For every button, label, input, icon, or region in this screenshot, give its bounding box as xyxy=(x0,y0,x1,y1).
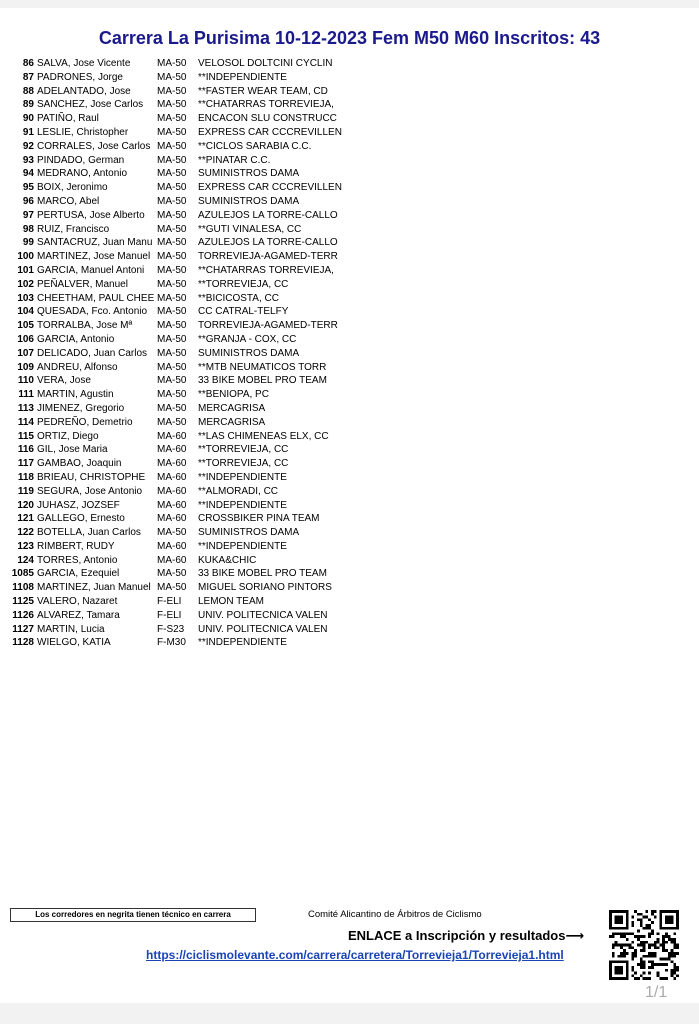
entry-name: BRIEAU, CHRISTOPHE xyxy=(37,471,146,483)
entry-team: EXPRESS CAR CCCREVILLEN xyxy=(198,182,342,194)
entry-category: MA-50 xyxy=(157,182,187,194)
entry-category: MA-50 xyxy=(157,99,187,111)
entry-name: SALVA, Jose Vicente xyxy=(37,58,131,69)
entry-name: JUHASZ, JOZSEF xyxy=(37,499,120,511)
entry-team: 33 BIKE MOBEL PRO TEAM xyxy=(198,568,327,580)
entry-team: AZULEJOS LA TORRE-CALLO xyxy=(198,237,338,249)
entry-category: MA-60 xyxy=(157,499,187,511)
entry-name: PEDREÑO, Demetrio xyxy=(37,416,133,428)
entry-team: MERCAGRISA xyxy=(198,416,266,428)
entry-dorsal: 1127 xyxy=(12,623,34,635)
entry-category: MA-50 xyxy=(157,237,187,249)
entry-dorsal: 94 xyxy=(22,168,34,180)
entry-team: MERCAGRISA xyxy=(198,402,266,414)
entry-dorsal: 97 xyxy=(22,209,34,221)
entry-row xyxy=(8,581,348,595)
entry-row xyxy=(8,154,348,168)
entry-category: MA-50 xyxy=(157,264,187,276)
entry-category: MA-50 xyxy=(157,223,187,235)
entry-category: MA-50 xyxy=(157,292,187,304)
entry-team: **CICLOS SARABIA C.C. xyxy=(198,140,312,152)
entry-dorsal: 87 xyxy=(22,71,34,83)
entry-team: **CHATARRAS TORREVIEJA, xyxy=(198,264,334,276)
entry-row xyxy=(8,374,348,388)
entry-team: 33 BIKE MOBEL PRO TEAM xyxy=(198,375,327,387)
entry-row xyxy=(8,347,348,361)
entry-row xyxy=(8,499,348,513)
entry-category: MA-50 xyxy=(157,140,187,152)
entry-category: MA-50 xyxy=(157,320,187,332)
entry-row xyxy=(8,292,348,306)
entry-category: MA-60 xyxy=(157,540,187,552)
entry-name: MARCO, Abel xyxy=(37,195,100,207)
entry-name: PATIÑO, Raul xyxy=(37,113,99,125)
entry-dorsal: 101 xyxy=(17,264,34,276)
entry-category: MA-50 xyxy=(157,361,187,373)
entry-category: MA-50 xyxy=(157,416,187,428)
entry-team: **BENIOPA, PC xyxy=(198,389,269,401)
entry-dorsal: 86 xyxy=(22,58,34,69)
entry-name: PINDADO, German xyxy=(37,154,125,166)
entry-name: VERA, Jose xyxy=(37,375,91,387)
entry-name: GARCIA, Ezequiel xyxy=(37,568,120,580)
top-bar xyxy=(0,0,699,8)
entry-team: **BICICOSTA, CC xyxy=(198,292,279,304)
entry-row xyxy=(8,250,348,264)
entry-category: MA-50 xyxy=(157,333,187,345)
entry-category: MA-50 xyxy=(157,568,187,580)
entry-name: ANDREU, Alfonso xyxy=(37,361,118,373)
page-title: Carrera La Purisima 10-12-2023 Fem M50 M60 Inscritos: 43 xyxy=(98,28,601,48)
entry-category: MA-60 xyxy=(157,513,187,525)
entry-category: MA-50 xyxy=(157,154,187,166)
entry-name: BOIX, Jeronimo xyxy=(37,182,108,194)
entry-team: **MTB NEUMATICOS TORR xyxy=(198,361,327,373)
entry-name: BOTELLA, Juan Carlos xyxy=(37,527,141,539)
entry-row xyxy=(8,305,348,319)
entry-dorsal: 92 xyxy=(22,140,34,152)
entry-team: TORREVIEJA-AGAMED-TERR xyxy=(198,320,338,332)
entry-name: SANTACRUZ, Juan Manu xyxy=(37,237,153,249)
entry-name: WIELGO, KATIA xyxy=(37,637,111,649)
entry-name: JIMENEZ, Gregorio xyxy=(37,402,125,414)
entry-name: MEDRANO, Antonio xyxy=(37,168,128,180)
entry-name: ORTIZ, Diego xyxy=(37,430,99,442)
entry-name: SANCHEZ, Jose Carlos xyxy=(37,99,144,111)
entry-dorsal: 105 xyxy=(17,320,34,332)
entry-category: MA-50 xyxy=(157,347,187,359)
entry-team: SUMINISTROS DAMA xyxy=(198,347,300,359)
entry-team: AZULEJOS LA TORRE-CALLO xyxy=(198,209,338,221)
entry-row xyxy=(8,471,348,485)
entry-team: UNIV. POLITECNICA VALEN xyxy=(198,609,328,621)
entry-name: GIL, Jose Maria xyxy=(37,444,108,456)
entry-category: MA-50 xyxy=(157,58,187,69)
entry-row xyxy=(8,126,348,140)
entry-name: GARCIA, Manuel Antoni xyxy=(37,264,145,276)
entry-name: PEÑALVER, Manuel xyxy=(37,278,128,290)
entry-dorsal: 115 xyxy=(17,430,34,442)
entry-row xyxy=(8,361,348,375)
entry-name: MARTINEZ, Jose Manuel xyxy=(37,251,151,263)
entry-dorsal: 122 xyxy=(17,527,34,539)
entry-team: **TORREVIEJA, CC xyxy=(198,458,289,470)
entry-category: MA-50 xyxy=(157,389,187,401)
entry-category: F-ELI xyxy=(157,596,182,608)
entry-category: MA-50 xyxy=(157,582,187,594)
entry-dorsal: 117 xyxy=(17,458,34,470)
entry-team: **GRANJA - COX, CC xyxy=(198,333,297,345)
entry-row xyxy=(8,98,348,112)
entry-category: MA-60 xyxy=(157,554,187,566)
entry-row xyxy=(8,457,348,471)
entry-dorsal: 106 xyxy=(17,333,34,345)
entry-row xyxy=(8,540,348,554)
entry-name: LESLIE, Christopher xyxy=(37,126,129,138)
entry-dorsal: 111 xyxy=(18,389,34,401)
entry-dorsal: 95 xyxy=(22,182,34,194)
entry-dorsal: 91 xyxy=(22,126,34,138)
entry-name: VALERO, Nazaret xyxy=(37,596,118,608)
entry-row xyxy=(8,430,348,444)
entry-team: **TORREVIEJA, CC xyxy=(198,278,289,290)
entry-dorsal: 114 xyxy=(17,416,34,428)
entry-dorsal: 102 xyxy=(17,278,34,290)
entry-category: MA-50 xyxy=(157,113,187,125)
entry-dorsal: 98 xyxy=(22,223,34,235)
entry-category: F-ELI xyxy=(157,609,182,621)
entry-team: SUMINISTROS DAMA xyxy=(198,195,300,207)
footer-note: Los corredores en negrita tienen técnico en carrera xyxy=(10,908,256,922)
entry-dorsal: 116 xyxy=(17,444,34,456)
entry-team: VELOSOL DOLTCINI CYCLIN xyxy=(198,58,333,69)
entry-dorsal: 1126 xyxy=(12,609,34,621)
entry-dorsal: 123 xyxy=(17,540,34,552)
entry-row xyxy=(8,636,348,650)
entry-name: TORRES, Antonio xyxy=(37,554,118,566)
entry-list xyxy=(8,57,348,650)
entry-dorsal: 107 xyxy=(17,347,34,359)
entry-dorsal: 1128 xyxy=(12,637,34,649)
entry-category: MA-50 xyxy=(157,251,187,263)
entry-row xyxy=(8,236,348,250)
entry-name: MARTIN, Agustin xyxy=(37,389,114,401)
entry-dorsal: 96 xyxy=(22,195,34,207)
entry-name: PERTUSA, Jose Alberto xyxy=(37,209,145,221)
entry-row xyxy=(8,167,348,181)
entry-category: MA-50 xyxy=(157,126,187,138)
entry-name: RIMBERT, RUDY xyxy=(37,540,115,552)
entry-row xyxy=(8,57,348,71)
entry-name: QUESADA, Fco. Antonio xyxy=(37,306,148,318)
entry-team: CROSSBIKER PINA TEAM xyxy=(198,513,320,525)
entry-row xyxy=(8,567,348,581)
entry-dorsal: 113 xyxy=(17,402,34,414)
entry-category: MA-60 xyxy=(157,485,187,497)
entry-row xyxy=(8,595,348,609)
entry-row xyxy=(8,443,348,457)
entry-row xyxy=(8,333,348,347)
entry-team: TORREVIEJA-AGAMED-TERR xyxy=(198,251,338,263)
entry-team: **TORREVIEJA, CC xyxy=(198,444,289,456)
entry-category: MA-50 xyxy=(157,71,187,83)
entry-row xyxy=(8,278,348,292)
page-indicator: 1/1 xyxy=(645,984,668,1001)
entry-dorsal: 103 xyxy=(17,292,34,304)
entry-dorsal: 89 xyxy=(22,99,34,111)
entry-team: **INDEPENDIENTE xyxy=(198,540,287,552)
entry-team: EXPRESS CAR CCCREVILLEN xyxy=(198,126,342,138)
entry-row xyxy=(8,388,348,402)
entry-row xyxy=(8,554,348,568)
entry-category: MA-50 xyxy=(157,527,187,539)
entry-category: MA-50 xyxy=(157,209,187,221)
entry-dorsal: 120 xyxy=(17,499,34,511)
entry-row xyxy=(8,402,348,416)
entry-row xyxy=(8,223,348,237)
entry-category: MA-50 xyxy=(157,278,187,290)
entry-name: SEGURA, Jose Antonio xyxy=(37,485,143,497)
entry-category: F-S23 xyxy=(157,623,185,635)
entry-row xyxy=(8,181,348,195)
entry-row xyxy=(8,195,348,209)
entry-name: RUIZ, Francisco xyxy=(37,223,110,235)
entry-row xyxy=(8,85,348,99)
bottom-bar xyxy=(0,1003,699,1024)
entry-team: UNIV. POLITECNICA VALEN xyxy=(198,623,328,635)
entry-dorsal: 124 xyxy=(17,554,34,566)
entry-row xyxy=(8,526,348,540)
entry-name: ADELANTADO, Jose xyxy=(37,85,131,97)
entry-name: GALLEGO, Ernesto xyxy=(37,513,125,525)
entry-name: MARTIN, Lucia xyxy=(37,623,105,635)
entry-team: CC CATRAL-TELFY xyxy=(198,306,289,318)
entry-dorsal: 109 xyxy=(17,361,34,373)
entry-dorsal: 99 xyxy=(22,237,34,249)
entry-category: MA-50 xyxy=(157,195,187,207)
entry-category: MA-60 xyxy=(157,430,187,442)
entry-name: GARCIA, Antonio xyxy=(37,333,115,345)
entry-dorsal: 88 xyxy=(22,85,34,97)
entry-row xyxy=(8,71,348,85)
entry-row xyxy=(8,609,348,623)
entry-name: TORRALBA, Jose Mª xyxy=(37,320,133,332)
entry-category: MA-60 xyxy=(157,458,187,470)
entry-team: MIGUEL SORIANO PINTORS xyxy=(198,582,332,594)
entry-team: LEMON TEAM xyxy=(198,596,264,608)
entry-name: ALVAREZ, Tamara xyxy=(37,609,120,621)
entry-row xyxy=(8,264,348,278)
entry-name: GAMBAO, Joaquin xyxy=(37,458,122,470)
entry-category: MA-50 xyxy=(157,402,187,414)
link-label: ENLACE a Inscripción y resultados⟶ xyxy=(348,928,585,943)
entry-team: **CHATARRAS TORREVIEJA, xyxy=(198,99,334,111)
entry-dorsal: 118 xyxy=(17,471,34,483)
entry-dorsal: 1085 xyxy=(11,568,34,580)
entry-row xyxy=(8,623,348,637)
entry-row xyxy=(8,209,348,223)
qr-code-icon[interactable] xyxy=(609,910,679,980)
entry-team: **FASTER WEAR TEAM, CD xyxy=(198,85,328,97)
entry-row xyxy=(8,319,348,333)
entry-team: **INDEPENDIENTE xyxy=(198,471,287,483)
entry-category: MA-50 xyxy=(157,306,187,318)
entry-team: ENCACON SLU CONSTRUCC xyxy=(198,113,337,125)
entry-dorsal: 104 xyxy=(17,306,34,318)
entry-name: CORRALES, Jose Carlos xyxy=(37,140,151,152)
entry-dorsal: 1108 xyxy=(12,582,34,594)
entry-dorsal: 121 xyxy=(17,513,34,525)
entry-name: PADRONES, Jorge xyxy=(37,71,123,83)
entry-row xyxy=(8,140,348,154)
entry-dorsal: 93 xyxy=(22,154,34,166)
entry-team: **INDEPENDIENTE xyxy=(198,71,287,83)
entry-category: MA-50 xyxy=(157,168,187,180)
entry-dorsal: 110 xyxy=(17,375,34,387)
entry-category: MA-60 xyxy=(157,471,187,483)
entry-team: **ALMORADI, CC xyxy=(198,485,279,497)
entry-row xyxy=(8,112,348,126)
results-link[interactable]: https://ciclismolevante.com/carrera/carretera/Torrevieja1/Torrevieja1.html xyxy=(146,948,564,962)
entry-team: SUMINISTROS DAMA xyxy=(198,168,300,180)
entry-team: SUMINISTROS DAMA xyxy=(198,527,300,539)
entry-name: DELICADO, Juan Carlos xyxy=(37,347,148,359)
entry-name: CHEETHAM, PAUL CHEE xyxy=(37,292,155,304)
entry-name: MARTINEZ, Juan Manuel xyxy=(37,582,151,594)
entry-team: KUKA&CHIC xyxy=(198,554,257,566)
entry-category: MA-50 xyxy=(157,85,187,97)
entry-dorsal: 100 xyxy=(17,251,34,263)
entry-dorsal: 90 xyxy=(22,113,34,125)
entry-row xyxy=(8,416,348,430)
entry-row xyxy=(8,485,348,499)
entry-category: MA-50 xyxy=(157,375,187,387)
entry-dorsal: 1125 xyxy=(12,596,34,608)
committee-name: Comité Alicantino de Árbitros de Ciclismo xyxy=(308,909,482,920)
entry-team: **INDEPENDIENTE xyxy=(198,637,287,649)
entry-category: MA-60 xyxy=(157,444,187,456)
entry-category: F-M30 xyxy=(157,637,186,649)
entry-team: **GUTI VINALESA, CC xyxy=(198,223,302,235)
entry-dorsal: 119 xyxy=(17,485,34,497)
entry-team: **LAS CHIMENEAS ELX, CC xyxy=(198,430,329,442)
entry-team: **INDEPENDIENTE xyxy=(198,499,287,511)
entry-row xyxy=(8,512,348,526)
entry-team: **PINATAR C.C. xyxy=(198,154,271,166)
